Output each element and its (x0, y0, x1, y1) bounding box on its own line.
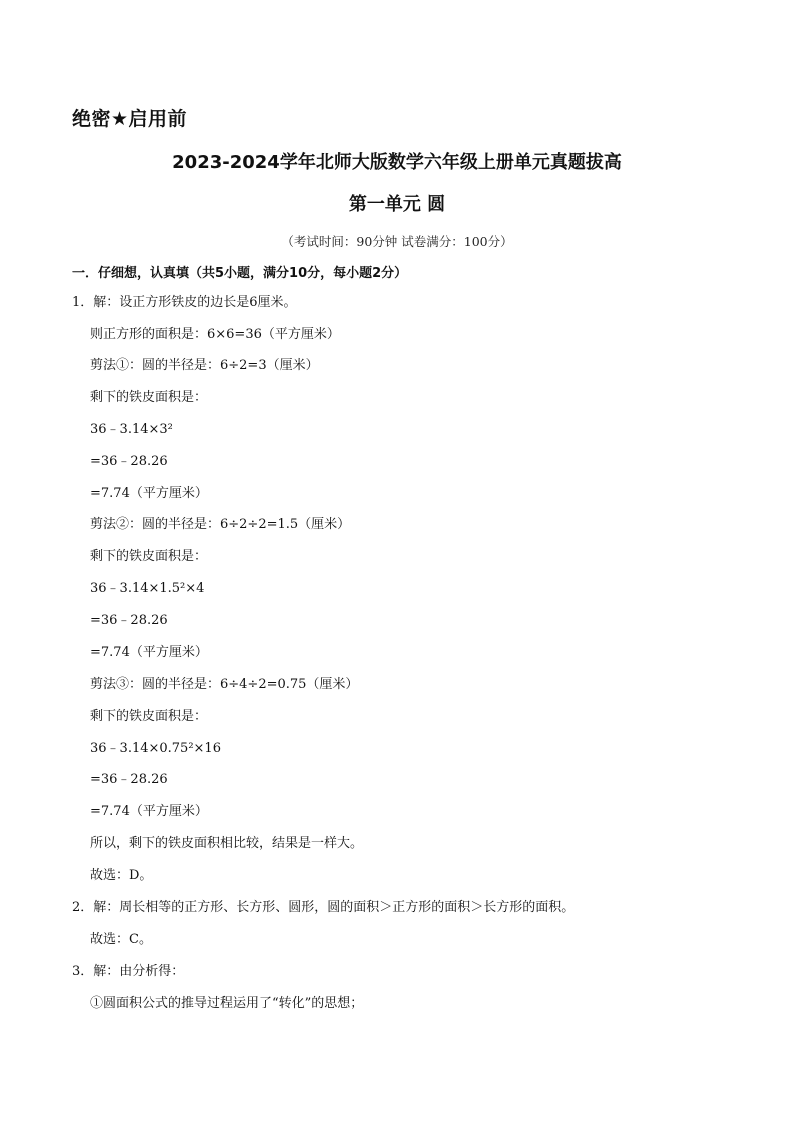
unit-subtitle: 第一单元 圆 (348, 194, 446, 215)
q1-answer: 故选：D。 (90, 868, 153, 883)
q1-line: 剪法③：圆的半径是：6÷4÷2=0.75（厘米） (90, 677, 359, 692)
q3-intro: 3．解：由分析得： (72, 964, 185, 979)
q1-line: 36﹣3.14×1.5²×4 (90, 581, 205, 596)
q1-line: =36﹣28.26 (90, 613, 168, 628)
q1-line: 剩下的铁皮面积是： (90, 709, 208, 724)
q1-line: 则正方形的面积是：6×6=36（平方厘米） (90, 327, 340, 342)
q1-line: 剩下的铁皮面积是： (90, 549, 208, 564)
q1-line: =7.74（平方厘米） (90, 645, 208, 660)
q1-line: 剩下的铁皮面积是： (90, 390, 208, 405)
section-heading: 一．仔细想，认真填（共5小题，满分10分，每小题2分） (72, 266, 408, 281)
q1-line: =7.74（平方厘米） (90, 804, 208, 819)
q3-line: ①圆面积公式的推导过程运用了“转化”的思想； (90, 996, 364, 1011)
q2-answer: 故选：C。 (90, 932, 152, 947)
q1-intro: 1．解：设正方形铁皮的边长是6厘米。 (72, 295, 297, 310)
q1-line: 所以，剩下的铁皮面积相比较，结果是一样大。 (90, 836, 364, 851)
q1-line: =7.74（平方厘米） (90, 486, 208, 501)
q1-line: 36﹣3.14×0.75²×16 (90, 741, 221, 756)
q1-line: 36﹣3.14×3² (90, 422, 173, 437)
q1-line: =36﹣28.26 (90, 772, 168, 787)
confidential-label: 绝密★启用前 (72, 108, 188, 130)
exam-title: 2023-2024学年北师大版数学六年级上册单元真题拔高 (172, 152, 622, 173)
q1-line: 剪法①：圆的半径是：6÷2=3（厘米） (90, 358, 319, 373)
q1-line: =36﹣28.26 (90, 454, 168, 469)
q1-line: 剪法②：圆的半径是：6÷2÷2=1.5（厘米） (90, 517, 351, 532)
q2-intro: 2．解：周长相等的正方形、长方形、圆形，圆的面积＞正方形的面积＞长方形的面积。 (72, 900, 575, 915)
exam-meta: （考试时间：90分钟 试卷满分：100分） (281, 234, 513, 249)
